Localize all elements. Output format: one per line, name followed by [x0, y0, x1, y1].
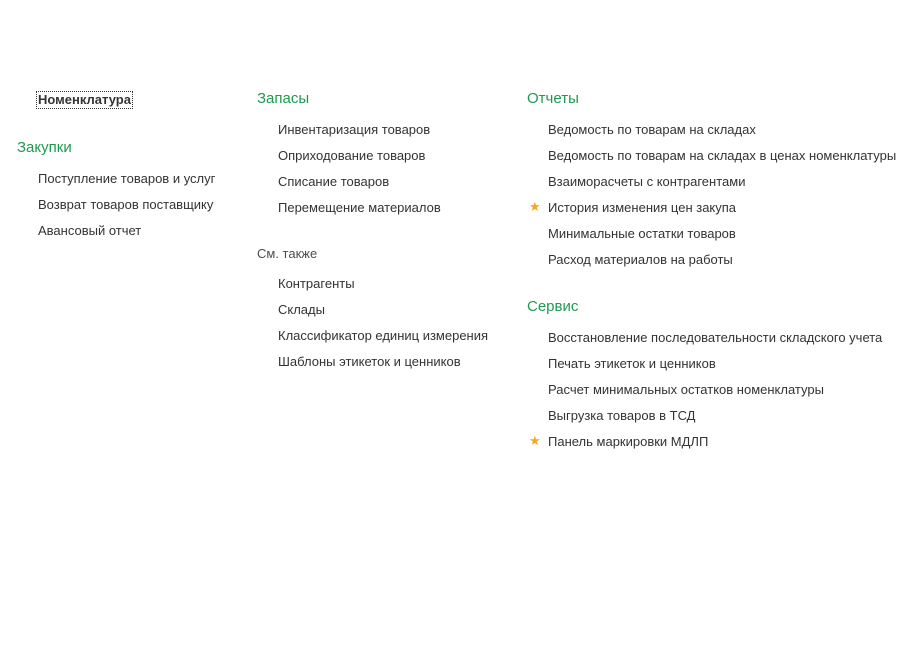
nomenclature-link[interactable]: Номенклатура — [38, 92, 131, 107]
stocks-item-inventory[interactable]: Инвентаризация товаров — [278, 122, 431, 137]
see-also-item-warehouses[interactable]: Склады — [278, 302, 325, 317]
see-also-item-counterparties[interactable]: Контрагенты — [278, 276, 355, 291]
stocks-item-write-off[interactable]: Списание товаров — [278, 174, 390, 189]
stocks-item-posting[interactable]: Оприходование товаров — [278, 148, 426, 163]
service-item-mdlp-panel[interactable]: Панель маркировки МДЛП — [548, 434, 709, 449]
service-item-restore-sequence[interactable]: Восстановление последовательности складского учета — [548, 330, 883, 345]
service-title: Сервис — [527, 298, 579, 315]
purchases-item-return[interactable]: Возврат товаров поставщику — [38, 197, 214, 212]
reports-item-materials-consumption[interactable]: Расход материалов на работы — [548, 252, 733, 267]
reports-title: Отчеты — [527, 90, 579, 107]
see-also-title: См. также — [257, 246, 318, 261]
see-also-item-label-templates[interactable]: Шаблоны этикеток и ценников — [278, 354, 461, 369]
purchases-title: Закупки — [17, 139, 72, 156]
reports-item-settlements[interactable]: Взаиморасчеты с контрагентами — [548, 174, 746, 189]
stocks-item-transfer[interactable]: Перемещение материалов — [278, 200, 441, 215]
purchases-item-receipt[interactable]: Поступление товаров и услуг — [38, 171, 216, 186]
service-item-print-labels[interactable]: Печать этикеток и ценников — [548, 356, 716, 371]
reports-item-minimum-stock[interactable]: Минимальные остатки товаров — [548, 226, 736, 241]
service-item-calc-minimum-stock[interactable]: Расчет минимальных остатков номенклатуры — [548, 382, 824, 397]
reports-item-stock-statement[interactable]: Ведомость по товарам на складах — [548, 122, 756, 137]
service-item-export-tsd[interactable]: Выгрузка товаров в ТСД — [548, 408, 696, 423]
star-icon[interactable]: ★ — [529, 199, 541, 214]
see-also-item-units-classifier[interactable]: Классификатор единиц измерения — [278, 328, 489, 343]
reports-item-purchase-price-history[interactable]: История изменения цен закупа — [548, 200, 737, 215]
purchases-item-advance-report[interactable]: Авансовый отчет — [38, 223, 142, 238]
reports-item-stock-statement-prices[interactable]: Ведомость по товарам на складах в ценах номенклатуры — [548, 148, 897, 163]
stocks-title: Запасы — [257, 90, 310, 107]
star-icon[interactable]: ★ — [529, 433, 541, 448]
